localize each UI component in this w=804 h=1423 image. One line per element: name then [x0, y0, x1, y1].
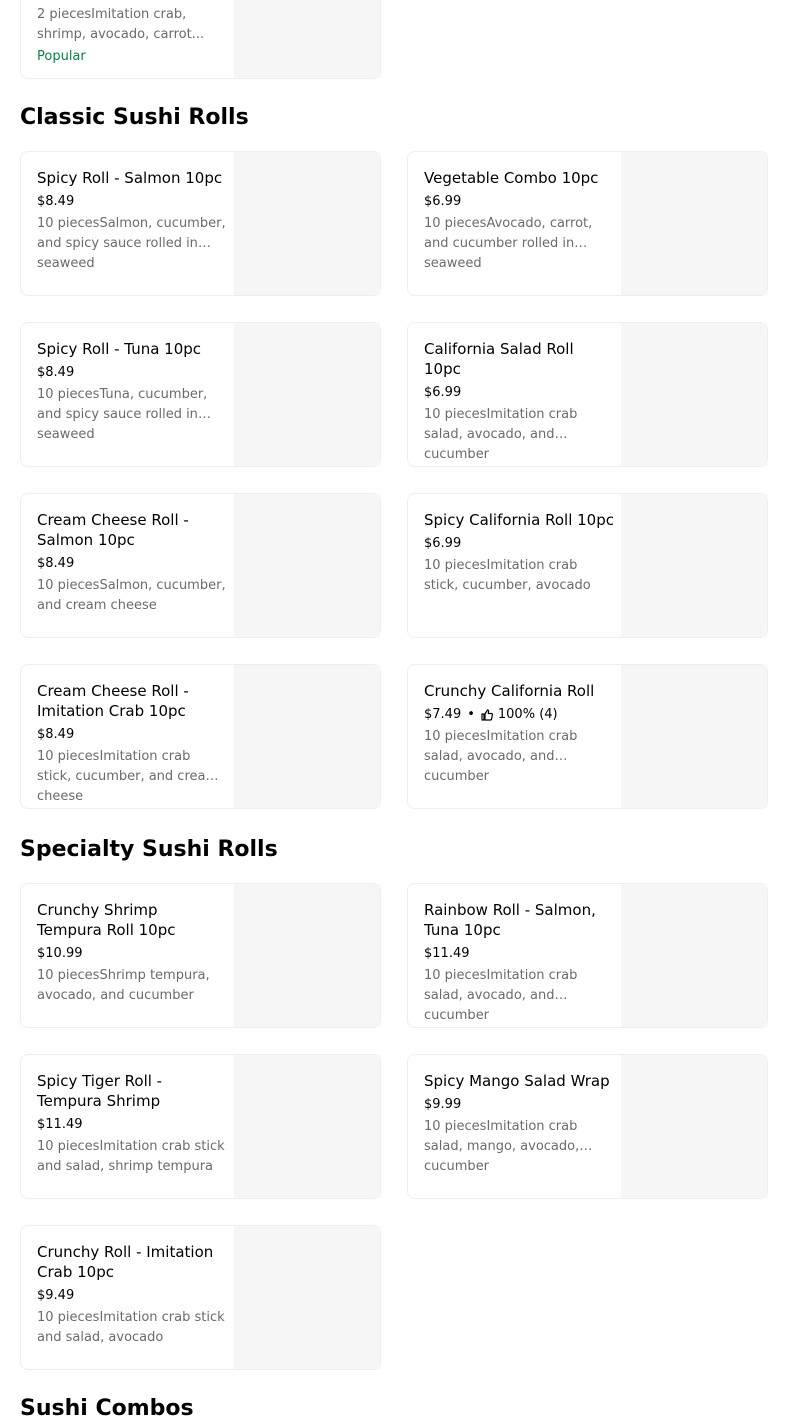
item-image: [234, 494, 380, 637]
item-price: $9.99: [424, 1097, 462, 1112]
thumbs-up-icon: [481, 709, 493, 721]
item-image: [621, 665, 767, 808]
item-price: $8.49: [37, 365, 75, 380]
item-price: $8.49: [37, 194, 75, 209]
item-description: 10 piecesAvocado, carrot, and cucumber rolled in seaweed: [424, 216, 593, 271]
section-title: Sushi Combos: [20, 1396, 194, 1421]
item-description: 10 piecesImitation crab salad, avocado, and cucumber: [424, 968, 578, 1023]
item-image: [234, 1226, 380, 1369]
item-name: Crunchy Shrimp Tempura Roll 10pc: [37, 901, 176, 939]
item-name: Rainbow Roll - Salmon, Tuna 10pc: [424, 901, 596, 939]
item-price: $6.99: [424, 385, 462, 400]
item-image: [234, 323, 380, 466]
item-name: Crunchy Roll - Imitation Crab 10pc: [37, 1243, 214, 1281]
menu-item-card[interactable]: [20, 151, 381, 296]
item-name: Vegetable Combo 10pc: [424, 169, 599, 187]
item-image: [234, 0, 380, 78]
item-price: $10.99: [37, 946, 83, 961]
item-name: Spicy California Roll 10pc: [424, 511, 614, 529]
item-image: [621, 152, 767, 295]
item-name: Spicy Tiger Roll - Tempura Shrimp: [37, 1072, 163, 1110]
item-description: 10 piecesImitation crab stick, cucumber, avocado: [424, 558, 591, 593]
item-name: Cream Cheese Roll - Imitation Crab 10pc: [37, 682, 189, 720]
menu-item-card[interactable]: [20, 0, 381, 79]
item-description: 10 piecesShrimp tempura, avocado, and cucumber: [37, 968, 210, 1003]
item-price: $9.49: [37, 1288, 75, 1303]
menu-item-card[interactable]: [407, 322, 768, 467]
item-description: 10 piecesImitation crab salad, avocado, and cucumber: [424, 407, 578, 462]
item-image: [234, 665, 380, 808]
popular-badge: Popular: [37, 49, 86, 64]
section-title: Classic Sushi Rolls: [20, 105, 249, 130]
item-name: Spicy Roll - Tuna 10pc: [37, 340, 202, 358]
menu-item-card[interactable]: [407, 1054, 768, 1199]
item-price: $11.49: [424, 946, 470, 961]
item-name: Crunchy California Roll: [424, 682, 595, 700]
menu-item-card[interactable]: [407, 664, 768, 809]
item-description: 10 piecesImitation crab salad, mango, avocado, cucumber: [424, 1119, 580, 1174]
menu-item-card[interactable]: [20, 1054, 381, 1199]
item-rating: 100% (4): [497, 707, 558, 722]
item-image: [234, 884, 380, 1027]
item-name: Cream Cheese Roll - Salmon 10pc: [37, 511, 189, 549]
item-description: 10 piecesTuna, cucumber, and spicy sauce rolled in seaweed: [37, 387, 208, 442]
item-price: $8.49: [37, 727, 75, 742]
item-name: Spicy Mango Salad Wrap: [424, 1072, 610, 1090]
menu-item-card[interactable]: [20, 883, 381, 1028]
item-description: 2 piecesImitation crab, shrimp, avocado, carrot...: [37, 7, 205, 42]
item-description: 10 piecesImitation crab stick and salad, avocado: [37, 1310, 225, 1345]
menu-item-card[interactable]: [407, 493, 768, 638]
item-description: 10 piecesSalmon, cucumber, and spicy sauce rolled in seaweed: [37, 216, 226, 271]
item-image: [621, 1055, 767, 1198]
menu-item-card[interactable]: [20, 493, 381, 638]
separator-dot: •: [467, 707, 475, 722]
item-description: 10 piecesImitation crab stick, cucumber, and cream cheese: [37, 749, 219, 804]
item-image: [621, 884, 767, 1027]
section-title: Specialty Sushi Rolls: [20, 837, 278, 862]
item-image: [234, 1055, 380, 1198]
item-name: Spicy Roll - Salmon 10pc: [37, 169, 223, 187]
menu-item-card[interactable]: [20, 322, 381, 467]
menu-item-card[interactable]: [20, 664, 381, 809]
item-description: 10 piecesImitation crab salad, avocado, and cucumber: [424, 729, 578, 784]
item-description: 10 piecesImitation crab stick and salad, shrimp tempura: [37, 1139, 225, 1174]
item-description: 10 piecesSalmon, cucumber, and cream cheese: [37, 578, 226, 613]
item-price: $7.49: [424, 707, 462, 722]
item-name: California Salad Roll 10pc: [424, 340, 574, 378]
item-price: $6.99: [424, 194, 462, 209]
item-price: $8.49: [37, 556, 75, 571]
menu-item-card[interactable]: [407, 151, 768, 296]
menu-item-card[interactable]: [407, 883, 768, 1028]
menu-item-card[interactable]: [20, 1225, 381, 1370]
item-price: $6.99: [424, 536, 462, 551]
item-price: $11.49: [37, 1117, 83, 1132]
item-image: [621, 494, 767, 637]
item-image: [621, 323, 767, 466]
item-image: [234, 152, 380, 295]
